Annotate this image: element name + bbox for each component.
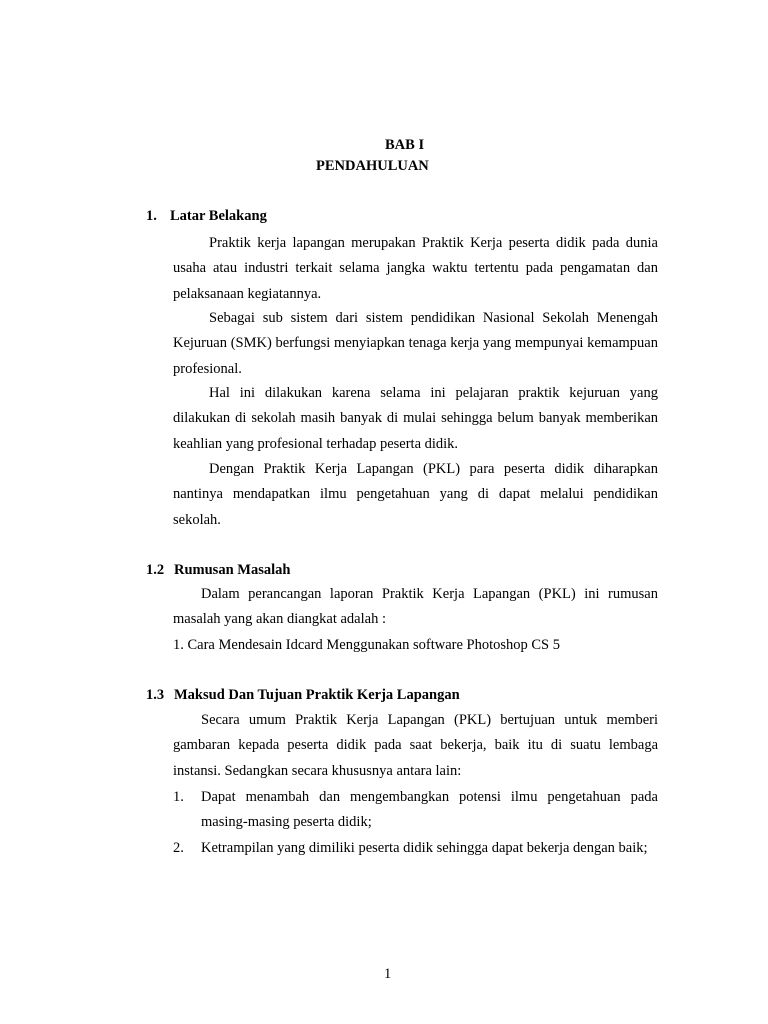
list-item-text: Ketrampilan yang dimiliki peserta didik sehingga dapat bekerja dengan baik; <box>201 839 648 856</box>
section-2-number: 1.2 <box>146 562 165 578</box>
chapter-title: PENDAHULUAN <box>316 158 429 174</box>
list-item-marker: 1. <box>173 789 184 805</box>
section-3-number: 1.3 <box>146 687 165 703</box>
list-item-text: Dapat menambah dan mengembangkan potensi ilmu pengetahuan pada masing-masing peserta didik; <box>201 789 658 831</box>
section-1-paragraph-1: Praktik kerja lapangan merupakan Praktik Kerja peserta didik pada dunia usaha atau industri terkait selama jangka waktu tertentu pada pengamatan dan pelaksanaan kegiatannya. <box>173 235 658 302</box>
section-1-heading <box>146 208 267 225</box>
section-2-paragraph: Dalam perancangan laporan Praktik Kerja Lapangan (PKL) ini rumusan masalah yang akan diangkat adalah : <box>173 586 658 628</box>
section-2-title: Rumusan Masalah <box>174 562 291 578</box>
section-1-paragraph-4: Dengan Praktik Kerja Lapangan (PKL) para peserta didik diharapkan nantinya mendapatkan ilmu pengetahuan yang di dapat melalui pendidikan sekolah. <box>173 461 658 528</box>
section-3-paragraph: Secara umum Praktik Kerja Lapangan (PKL) bertujuan untuk memberi gambaran kepada peserta didik pada saat bekerja, baik itu di suatu lembaga instansi. Sedangkan secara khususnya antara lain: <box>173 712 658 779</box>
section-1-number: 1. <box>146 208 157 224</box>
section-1-title: Latar Belakang <box>170 208 267 224</box>
section-3-list <box>173 785 658 861</box>
list-item <box>173 785 658 836</box>
section-2-heading <box>146 562 290 579</box>
list-item <box>173 836 658 861</box>
section-1-paragraph-3: Hal ini dilakukan karena selama ini pelajaran praktik kejuruan yang dilakukan di sekolah masih banyak di mulai sehingga belum banyak memberikan keahlian yang profesional terhadap peserta didik. <box>173 385 658 452</box>
section-3-title: Maksud Dan Tujuan Praktik Kerja Lapangan <box>174 687 460 703</box>
page-number: 1 <box>384 966 392 982</box>
chapter-label: BAB I <box>385 137 425 153</box>
list-item-marker: 2. <box>173 839 184 856</box>
section-2-list-item: 1. Cara Mendesain Idcard Menggunakan software Photoshop CS 5 <box>173 637 560 653</box>
section-1-paragraph-2: Sebagai sub sistem dari sistem pendidikan Nasional Sekolah Menengah Kejuruan (SMK) berfungsi menyiapkan tenaga kerja yang mempunyai kemampuan profesional. <box>173 310 658 377</box>
section-3-heading <box>146 687 460 704</box>
